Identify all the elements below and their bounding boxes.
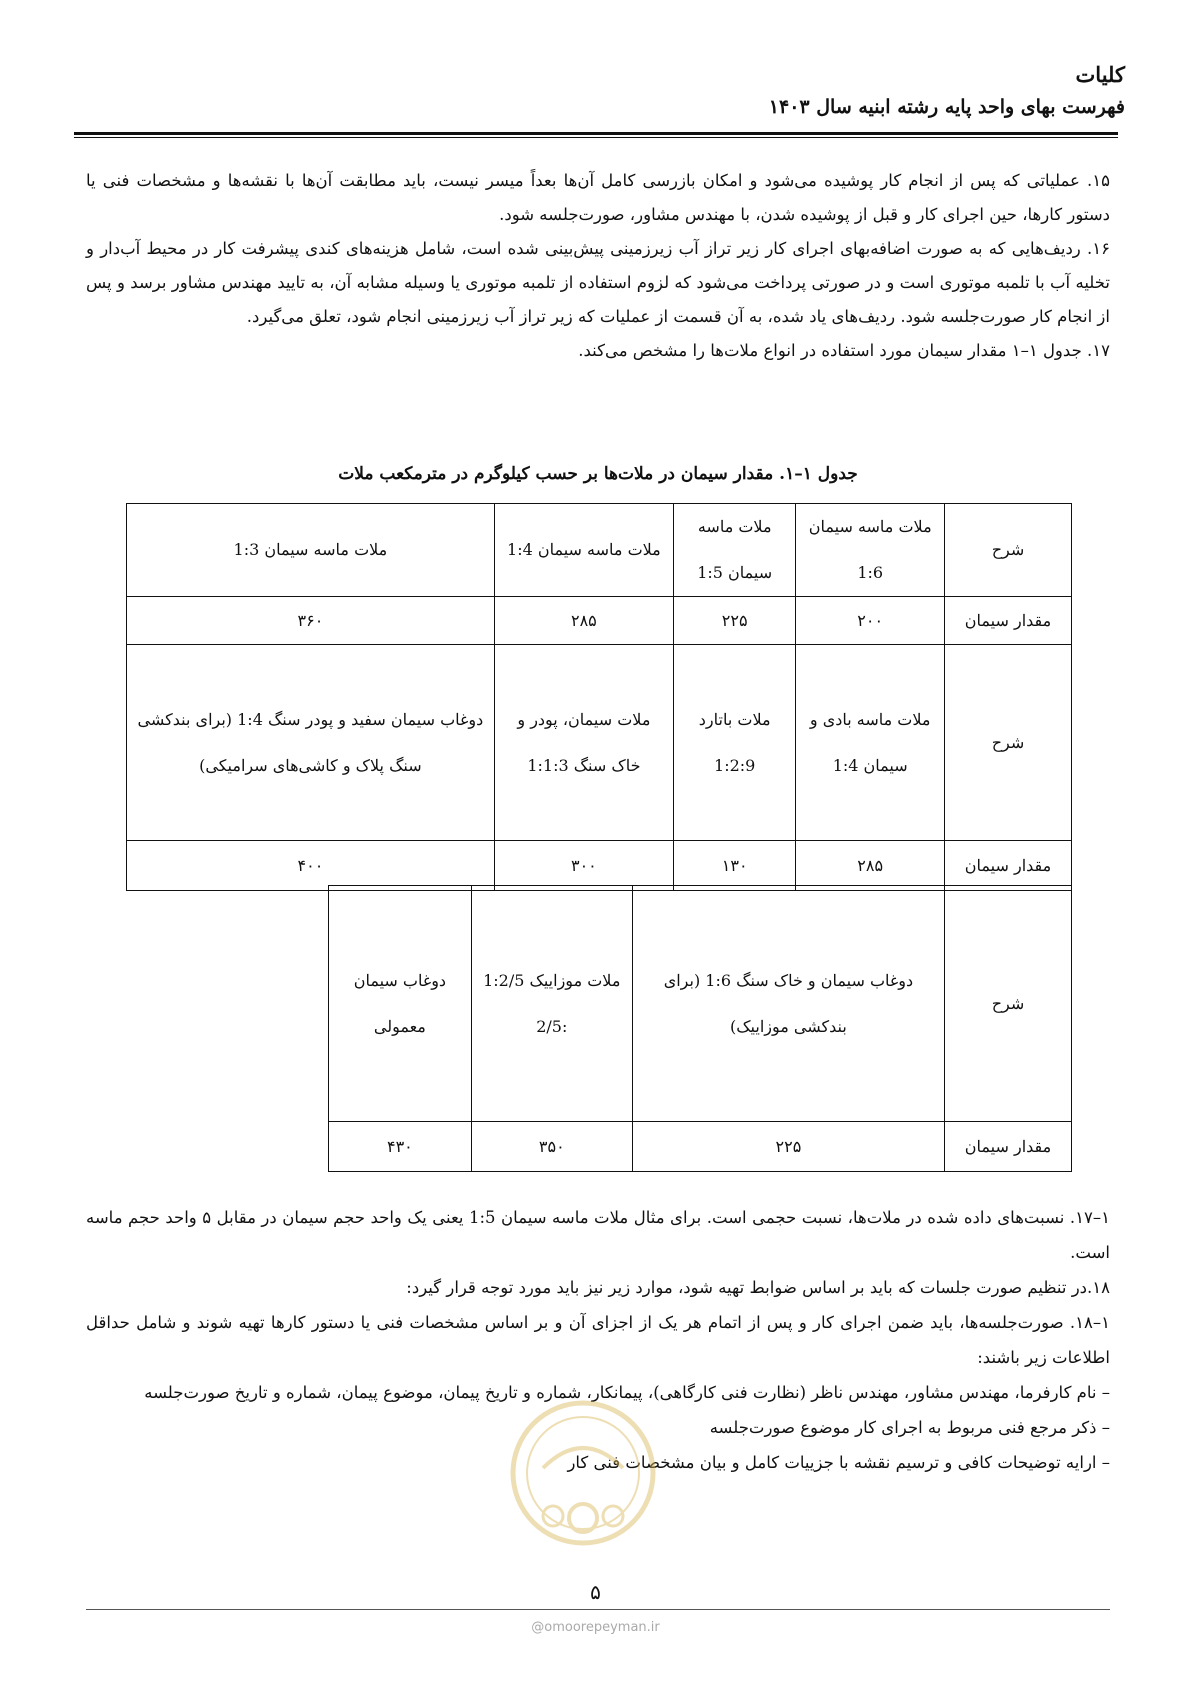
table-row <box>127 645 1072 841</box>
header-rule-thin <box>74 137 1118 138</box>
table-cell: ۲۲۵ <box>673 597 795 645</box>
row-label-cement: مقدار سیمان <box>945 1122 1072 1172</box>
table-cell: ملات باتارد 1:2:9 <box>673 645 795 841</box>
row-label-desc: شرح <box>945 886 1072 1122</box>
cement-table-part-2 <box>328 885 1072 1172</box>
page-header <box>769 58 1125 122</box>
footer-rule <box>86 1609 1110 1610</box>
page-number: ۵ <box>590 1580 601 1604</box>
table-cell: ۲۰۰ <box>796 597 945 645</box>
table-cell: دوغاب سیمان و خاک سنگ 1:6 (برای بندکشی موزاییک) <box>632 886 944 1122</box>
row-label-desc: شرح <box>945 645 1072 841</box>
table-cell: ۲۲۵ <box>632 1122 944 1172</box>
row-label-desc: شرح <box>945 504 1072 597</box>
table-cell: ۲۸۵ <box>796 841 945 891</box>
paragraph-17: ۱۷. جدول ۱–۱ مقدار سیمان مورد استفاده در انواع ملات‌ها را مشخص می‌کند. <box>578 341 1110 360</box>
table-row <box>127 597 1072 645</box>
paragraph-18: ۱۸.در تنظیم صورت جلسات که باید بر اساس ضوابط تهیه شود، موارد زیر نیز باید مورد توجه قرار گیرد: <box>406 1278 1110 1297</box>
paragraph-15: ۱۵. عملیاتی که پس از انجام کار پوشیده می‌شود و امکان بازرسی کامل آن‌ها بعداً میسر نیست، باید مطابقت آن‌ها با نقشه‌ها و مشخصات فنی یا دستور کارها، حین اجرای کار و قبل از پوشیده شدن، با مهندس مشاور، صورت‌جلسه شود. <box>86 171 1110 224</box>
row-label-cement: مقدار سیمان <box>945 597 1072 645</box>
table-caption: جدول ۱–۱. مقدار سیمان در ملات‌ها بر حسب کیلوگرم در مترمکعب ملات <box>338 464 858 484</box>
body-text <box>86 164 1110 368</box>
table-cell: ۳۵۰ <box>471 1122 632 1172</box>
cement-table-part-1 <box>126 503 1072 891</box>
table-cell: ملات ماسه سیمان 1:5 <box>673 504 795 597</box>
table-cell: ۴۰۰ <box>127 841 495 891</box>
table-cell: ۳۶۰ <box>127 597 495 645</box>
table-row <box>329 886 1072 1122</box>
table-cell: ملات ماسه سیمان 1:4 <box>494 504 673 597</box>
table-row <box>329 1122 1072 1172</box>
table-cell: دوغاب سیمان معمولی <box>329 886 472 1122</box>
paragraph-18-1: ۱–۱۸. صورت‌جلسه‌ها، باید ضمن اجرای کار و پس از اتمام هر یک از اجزای آن و بر اساس مشخصات فنی یا دستور کارها تهیه شوند و شامل حداقل اطلاعات زیر باشند: <box>86 1313 1110 1367</box>
list-item: – ذکر مرجع فنی مربوط به اجرای کار موضوع صورت‌جلسه <box>709 1418 1110 1437</box>
table-cell: ملات ماسه سیمان 1:3 <box>127 504 495 597</box>
footer-site: @omoorepeyman.ir <box>531 1620 660 1635</box>
table-cell: ملات سیمان، پودر و خاک سنگ 1:1:3 <box>494 645 673 841</box>
paragraph-17-1: ۱–۱۷. نسبت‌های داده شده در ملات‌ها، نسبت حجمی است. برای مثال ملات ماسه سیمان 1:5 یعنی یک واحد حجم سیمان در مقابل ۵ واحد حجم ماسه است. <box>86 1208 1110 1262</box>
row-label-cement: مقدار سیمان <box>945 841 1072 891</box>
table-cell: ۴۳۰ <box>329 1122 472 1172</box>
table-cell: ملات ماسه سیمان 1:6 <box>796 504 945 597</box>
table-cell: ملات ماسه بادی و سیمان 1:4 <box>796 645 945 841</box>
table-cell: ۱۳۰ <box>673 841 795 891</box>
list-item: – ارایه توضیحات کافی و ترسیم نقشه با جزییات کامل و بیان مشخصات فنی کار <box>567 1453 1110 1472</box>
watermark-seal-icon <box>508 1398 658 1568</box>
table-cell: ملات موزاییک 1:2/5 :2/5 <box>471 886 632 1122</box>
table-row <box>127 504 1072 597</box>
table-cell: ۲۸۵ <box>494 597 673 645</box>
header-rule-thick <box>74 132 1118 135</box>
table-row <box>127 841 1072 891</box>
list-item: – نام کارفرما، مهندس مشاور، مهندس ناظر (نظارت فنی کارگاهی)، پیمانکار، شماره و تاریخ پیمان، موضوع پیمان، شماره و تاریخ صورت‌جلسه <box>144 1383 1110 1402</box>
header-subtitle: فهرست بهای واحد پایه رشته ابنیه سال ۱۴۰۳ <box>768 96 1125 118</box>
table-cell: دوغاب سیمان سفید و پودر سنگ 1:4 (برای بندکشی سنگ پلاک و کاشی‌های سرامیکی) <box>127 645 495 841</box>
table-cell: ۳۰۰ <box>494 841 673 891</box>
paragraph-16: ۱۶. ردیف‌هایی که به صورت اضافه‌بهای اجرای کار زیر تراز آب زیرزمینی پیش‌بینی شده است، شامل هزینه‌های کندی پیشرفت کار در محیط آب‌دار و تخلیه آب با تلمبه موتوری است و در صورتی پرداخت می‌شود که لزوم استفاده از تلمبه موتوری یا وسیله مشابه آن، به تایید مهندس مشاور برسد و پس از انجام کار صورت‌جلسه شود. ردیف‌های یاد شده، به آن قسمت از عملیات که زیر تراز آب زیرزمینی انجام شود، تعلق می‌گیرد. <box>86 239 1110 326</box>
header-title: کلیات <box>1075 62 1125 87</box>
